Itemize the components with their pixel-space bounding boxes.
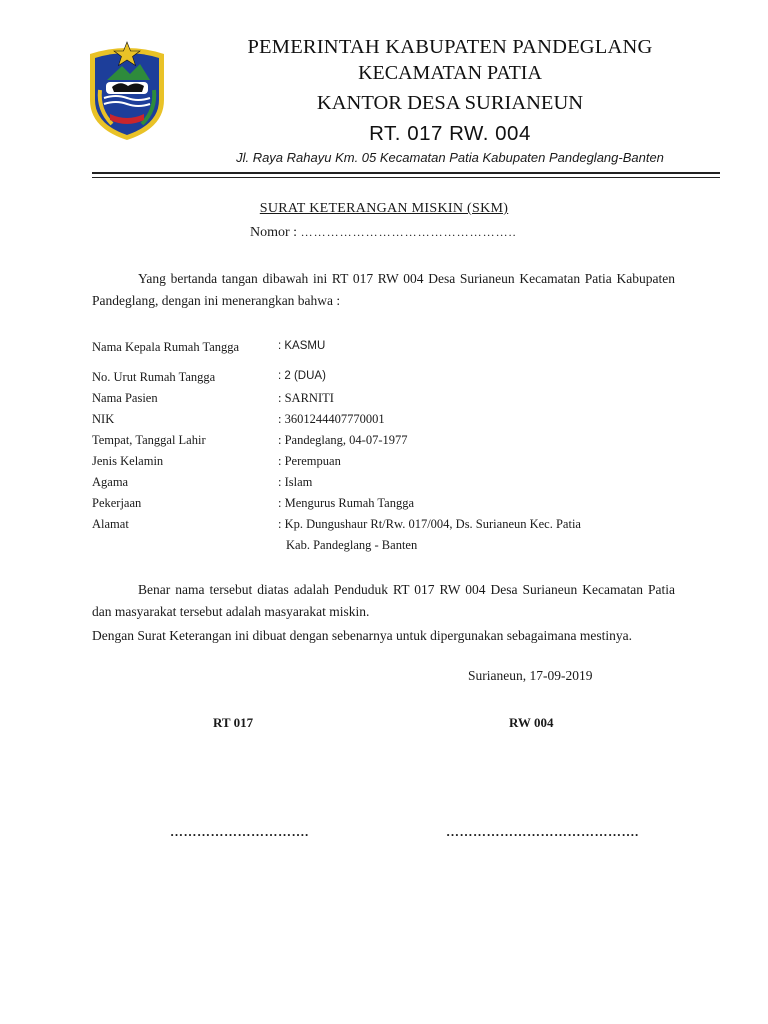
closing-paragraph: Dengan Surat Keterangan ini dibuat dengan sebenarnya untuk dipergunakan sebagaimana mestinya. bbox=[92, 628, 632, 643]
place-date: Surianeun, 17-09-2019 bbox=[468, 668, 593, 683]
header-address: Jl. Raya Rahayu Km. 05 Kecamatan Patia Kabupaten Pandeglang-Banten bbox=[236, 150, 664, 165]
field-value: : KASMU bbox=[278, 340, 326, 352]
field-value-continued: Kab. Pandeglang - Banten bbox=[286, 538, 418, 552]
field-value: : Mengurus Rumah Tangga bbox=[278, 496, 415, 510]
field-label: Nama Kepala Rumah Tangga bbox=[92, 340, 240, 354]
field-value: : Perempuan bbox=[278, 454, 341, 468]
signature-title-rt: RT 017 bbox=[213, 715, 254, 730]
signature-title-rw: RW 004 bbox=[509, 715, 554, 730]
statement-paragraph: Benar nama tersebut diatas adalah Penduduk RT 017 RW 004 Desa Surianeun Kecamatan Patia dan masyarakat tersebut adalah masyarakat miskin. bbox=[92, 582, 675, 619]
field-label: Alamat bbox=[92, 517, 129, 531]
document-title: SURAT KETERANGAN MISKIN (SKM) bbox=[259, 201, 509, 216]
document-number bbox=[250, 225, 517, 241]
field-value: : 2 (DUA) bbox=[278, 370, 326, 382]
signature-line-rt: …………………………. bbox=[170, 824, 309, 839]
header-line-3: KANTOR DESA SURIANEUN bbox=[316, 92, 584, 114]
nomor-separator: : bbox=[289, 225, 301, 240]
field-label: NIK bbox=[92, 412, 115, 426]
nomor-dots: ………………………………………….. bbox=[300, 225, 517, 239]
field-label: Jenis Kelamin bbox=[92, 454, 164, 468]
field-label: Tempat, Tanggal Lahir bbox=[92, 433, 206, 447]
field-value: : Islam bbox=[278, 475, 313, 489]
signature-line-rw: ……………………………………. bbox=[446, 824, 639, 839]
header-rule-thin bbox=[92, 177, 720, 178]
header-line-4: RT. 017 RW. 004 bbox=[369, 122, 531, 145]
field-label: No. Urut Rumah Tangga bbox=[92, 370, 216, 384]
header-line-2: KECAMATAN PATIA bbox=[358, 62, 542, 84]
nomor-label: Nomor bbox=[250, 225, 290, 240]
field-value: : Kp. Dungushaur Rt/Rw. 017/004, Ds. Surianeun Kec. Patia bbox=[278, 517, 581, 531]
field-label: Agama bbox=[92, 475, 129, 489]
header-line-1: PEMERINTAH KABUPATEN PANDEGLANG bbox=[247, 36, 653, 58]
header-rule-thick bbox=[92, 172, 720, 174]
field-value: : 3601244407770001 bbox=[278, 412, 385, 426]
regency-emblem-icon bbox=[82, 40, 172, 142]
field-label: Nama Pasien bbox=[92, 391, 158, 405]
field-label: Pekerjaan bbox=[92, 496, 142, 510]
field-value: : Pandeglang, 04-07-1977 bbox=[278, 433, 408, 447]
field-value: : SARNITI bbox=[278, 391, 334, 405]
intro-paragraph: Yang bertanda tangan dibawah ini RT 017 RW 004 Desa Surianeun Kecamatan Patia Kabupaten Pandeglang, dengan ini menerangkan bahwa : bbox=[92, 271, 675, 308]
